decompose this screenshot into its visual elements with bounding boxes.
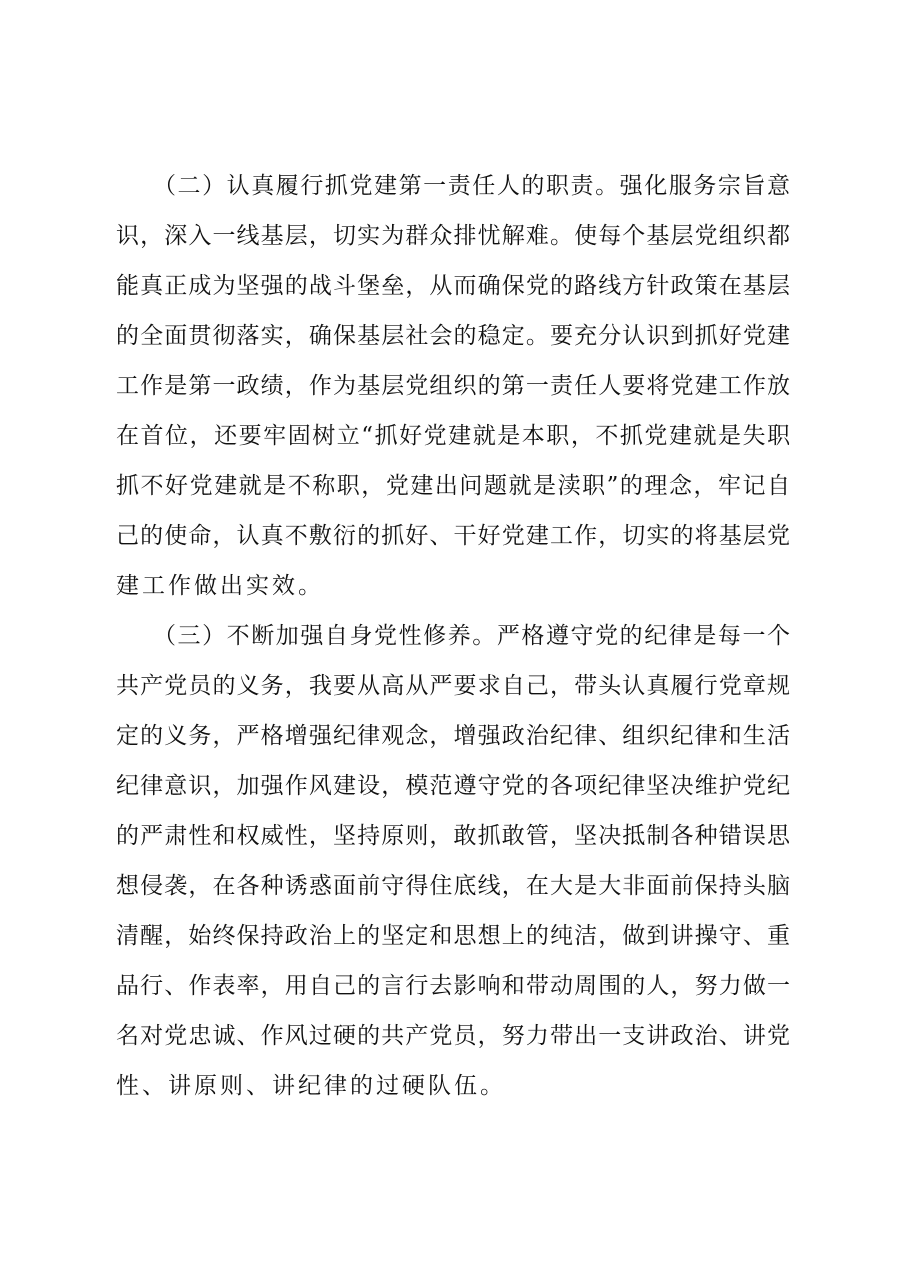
line-text: （二）认真履行抓党建第一责任人的职责。强化服务宗旨意	[153, 173, 792, 199]
line-text: 建工作做出实效。	[116, 573, 324, 599]
line-text: 的全面贯彻落实，确保基层社会的稳定。要充分认识到抓好党建	[116, 323, 792, 349]
line-text: 工作是第一政绩，作为基层党组织的第一责任人要将党建工作放	[116, 373, 792, 399]
line-text: （三）不断加强自身党性修养。严格遵守党的纪律是每一个	[153, 623, 792, 649]
line-text: 抓不好党建就是不称职，党建出问题就是渎职”的理念，牢记自	[116, 473, 792, 499]
line-text: 识，深入一线基层，切实为群众排忧解难。使每个基层党组织都	[116, 223, 792, 249]
line-text: 品行、作表率，用自己的言行去影响和带动周围的人，努力做一	[116, 973, 792, 999]
line-text: 名对党忠诚、作风过硬的共产党员，努力带出一支讲政治、讲党	[116, 1023, 792, 1049]
line-text: 定的义务，严格增强纪律观念，增强政治纪律、组织纪律和生活	[116, 723, 792, 749]
line-text: 在首位，还要牢固树立“抓好党建就是本职，不抓党建就是失职	[116, 423, 792, 449]
line-text: 清醒，始终保持政治上的坚定和思想上的纯洁，做到讲操守、重	[116, 923, 792, 949]
line-text: 能真正成为坚强的战斗堡垒，从而确保党的路线方针政策在基层	[116, 273, 792, 299]
line-text: 己的使命，认真不敷衍的抓好、干好党建工作，切实的将基层党	[116, 523, 792, 549]
line-text: 想侵袭，在各种诱惑面前守得住底线，在大是大非面前保持头脑	[116, 873, 792, 899]
line-text: 共产党员的义务，我要从高从严要求自己，带头认真履行党章规	[116, 673, 792, 699]
line-text: 的严肃性和权威性，坚持原则，敢抓敢管，坚决抵制各种错误思	[116, 823, 792, 849]
line-text: 性、讲原则、讲纪律的过硬队伍。	[116, 1073, 506, 1099]
line-text: 纪律意识，加强作风建设，模范遵守党的各项纪律坚决维护党纪	[116, 773, 792, 799]
